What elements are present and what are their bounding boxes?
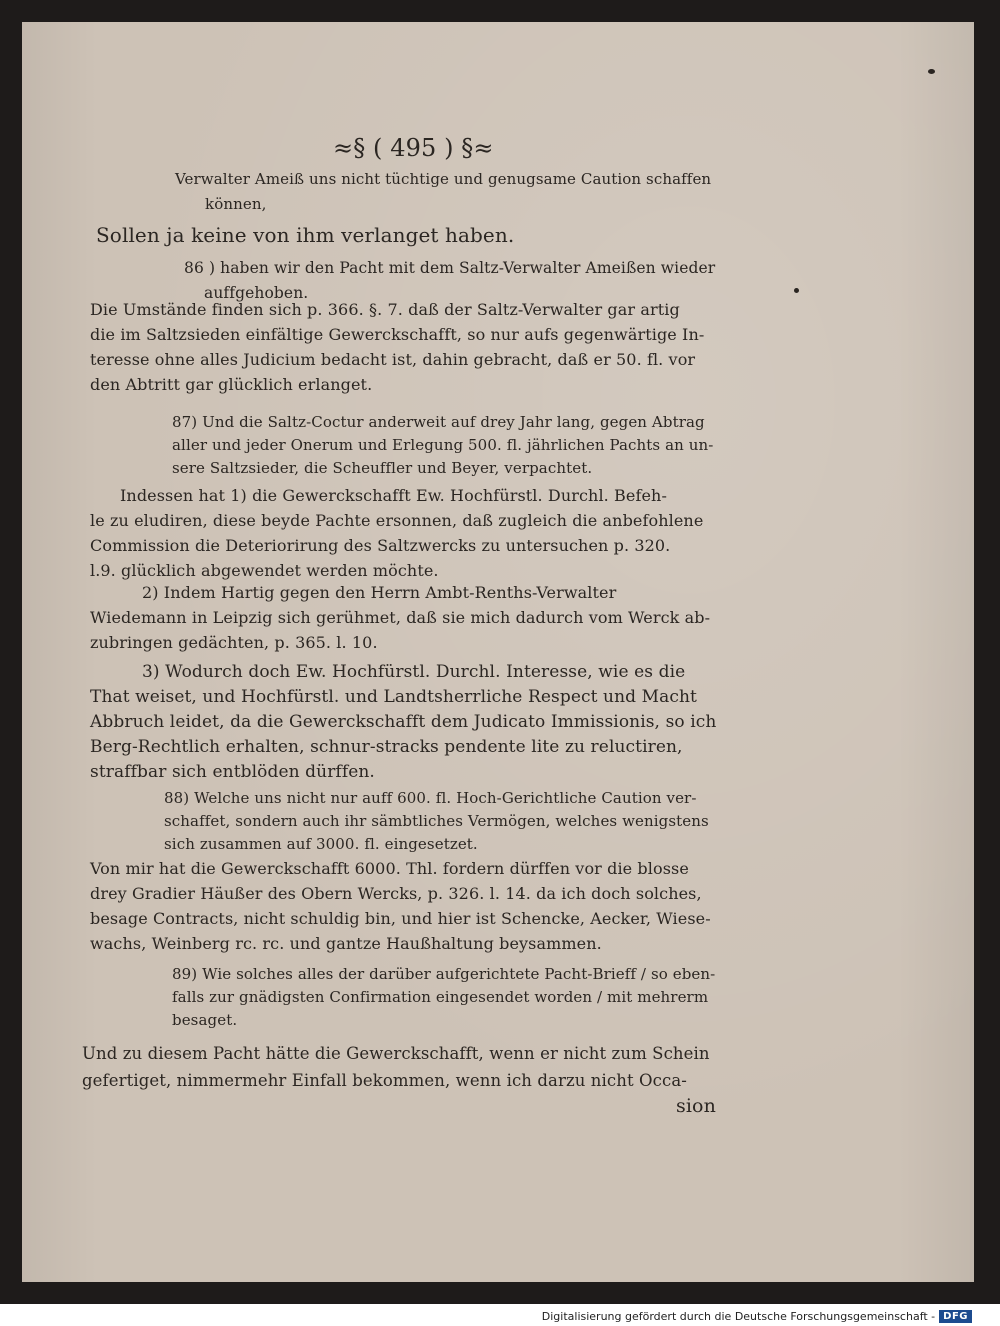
text-line: 3) Wodurch doch Ew. Hochfürstl. Durchl. Interesse, wie es die — [142, 662, 686, 682]
text-line: aller und jeder Onerum und Erlegung 500. fl. jährlichen Pachts an un- — [172, 436, 714, 454]
footer — [542, 1308, 972, 1324]
text-line: teresse ohne alles Judicium bedacht ist, dahin gebracht, daß er 50. fl. vor — [90, 350, 696, 369]
text-line: straffbar sich entblöden dürffen. — [90, 762, 375, 782]
page-number-header: ≈§ ( 495 ) §≈ — [333, 134, 494, 162]
text-line: Die Umstände finden sich p. 366. §. 7. daß der Saltz-Verwalter gar artig — [90, 300, 680, 319]
text-line: Sollen ja keine von ihm verlanget haben. — [96, 223, 515, 247]
ink-spot — [794, 288, 799, 293]
ink-spot — [928, 69, 935, 74]
paragraph — [96, 222, 514, 249]
text-line: wachs, Weinberg rc. rc. und gantze Haußhaltung beysammen. — [90, 934, 602, 953]
text-line: falls zur gnädigsten Confirmation eingesendet worden / mit mehrerm — [172, 988, 709, 1006]
text-line: Und zu diesem Pacht hätte die Gewerckschafft, wenn er nicht zum Schein — [82, 1044, 710, 1063]
text-line: 86 ) haben wir den Pacht mit dem Saltz-Verwalter Ameißen wieder — [184, 259, 716, 277]
text-line: gefertiget, nimmermehr Einfall bekommen, wenn ich darzu nicht Occa- — [82, 1071, 687, 1090]
text-line: 2) Indem Hartig gegen den Herrn Ambt-Renths-Verwalter — [142, 583, 617, 602]
paragraph — [175, 167, 711, 217]
text-line: Berg-Rechtlich erhalten, schnur-stracks pendente lite zu reluctiren, — [90, 737, 683, 757]
text-line: Indessen hat 1) die Gewerckschafft Ew. Hochfürstl. Durchl. Befeh- — [120, 486, 667, 505]
paragraph — [90, 660, 716, 785]
paragraph — [164, 787, 709, 856]
text-line: That weiset, und Hochfürstl. und Landtsherrliche Respect und Macht — [90, 687, 697, 707]
text-line: können, — [205, 195, 267, 213]
paragraph — [90, 856, 711, 956]
text-line: Verwalter Ameiß uns nicht tüchtige und genugsame Caution schaffen — [175, 170, 712, 188]
text-line: sich zusammen auf 3000. fl. eingesetzet. — [164, 835, 478, 853]
text-line: die im Saltzsieden einfältige Gewerckschafft, so nur aufs gegenwärtige In- — [90, 325, 705, 344]
text-line: zubringen gedächten, p. 365. l. 10. — [90, 633, 378, 652]
paragraph — [172, 963, 715, 1032]
text-line: den Abtritt gar glücklich erlanget. — [90, 375, 373, 394]
text-line: 88) Welche uns nicht nur auff 600. fl. Hoch-Gerichtliche Caution ver- — [164, 789, 697, 807]
text-line: sion — [676, 1095, 716, 1117]
text-line: Wiedemann in Leipzig sich gerühmet, daß sie mich dadurch vom Werck ab- — [90, 608, 711, 627]
text-line: besaget. — [172, 1011, 238, 1029]
text-line: schaffet, sondern auch ihr sämbtliches Vermögen, welches wenigstens — [164, 812, 709, 830]
text-line: l.9. glücklich abgewendet werden möchte. — [90, 561, 439, 580]
text-line: le zu eludiren, diese beyde Pachte ersonnen, daß zugleich die anbefohlene — [90, 511, 704, 530]
paragraph — [90, 483, 703, 583]
text-line: Abbruch leidet, da die Gewerckschafft dem Judicato Immissionis, so ich — [90, 712, 717, 732]
text-line: Commission die Deteriorirung des Saltzwercks zu untersuchen p. 320. — [90, 536, 671, 555]
paragraph — [82, 1040, 710, 1094]
paragraph — [90, 580, 710, 655]
paragraph — [90, 297, 704, 397]
paragraph — [676, 1094, 716, 1119]
dfg-logo: DFG — [939, 1310, 972, 1323]
footer-text: Digitalisierung gefördert durch die Deutsche Forschungsgemeinschaft - — [541, 1309, 936, 1323]
text-line: besage Contracts, nicht schuldig bin, und hier ist Schencke, Aecker, Wiese- — [90, 909, 711, 928]
text-line: auffgehoben. — [204, 284, 309, 302]
text-line: 87) Und die Saltz-Coctur anderweit auf drey Jahr lang, gegen Abtrag — [172, 413, 705, 431]
text-line: sere Saltzsieder, die Scheuffler und Beyer, verpachtet. — [172, 459, 593, 477]
paragraph — [172, 411, 713, 480]
text-line: drey Gradier Häußer des Obern Wercks, p. 326. l. 14. da ich doch solches, — [90, 884, 702, 903]
text-line: Von mir hat die Gewerckschafft 6000. Thl. fordern dürffen vor die blosse — [90, 859, 689, 878]
text-line: 89) Wie solches alles der darüber aufgerichtete Pacht-Brieff / so eben- — [172, 965, 716, 983]
